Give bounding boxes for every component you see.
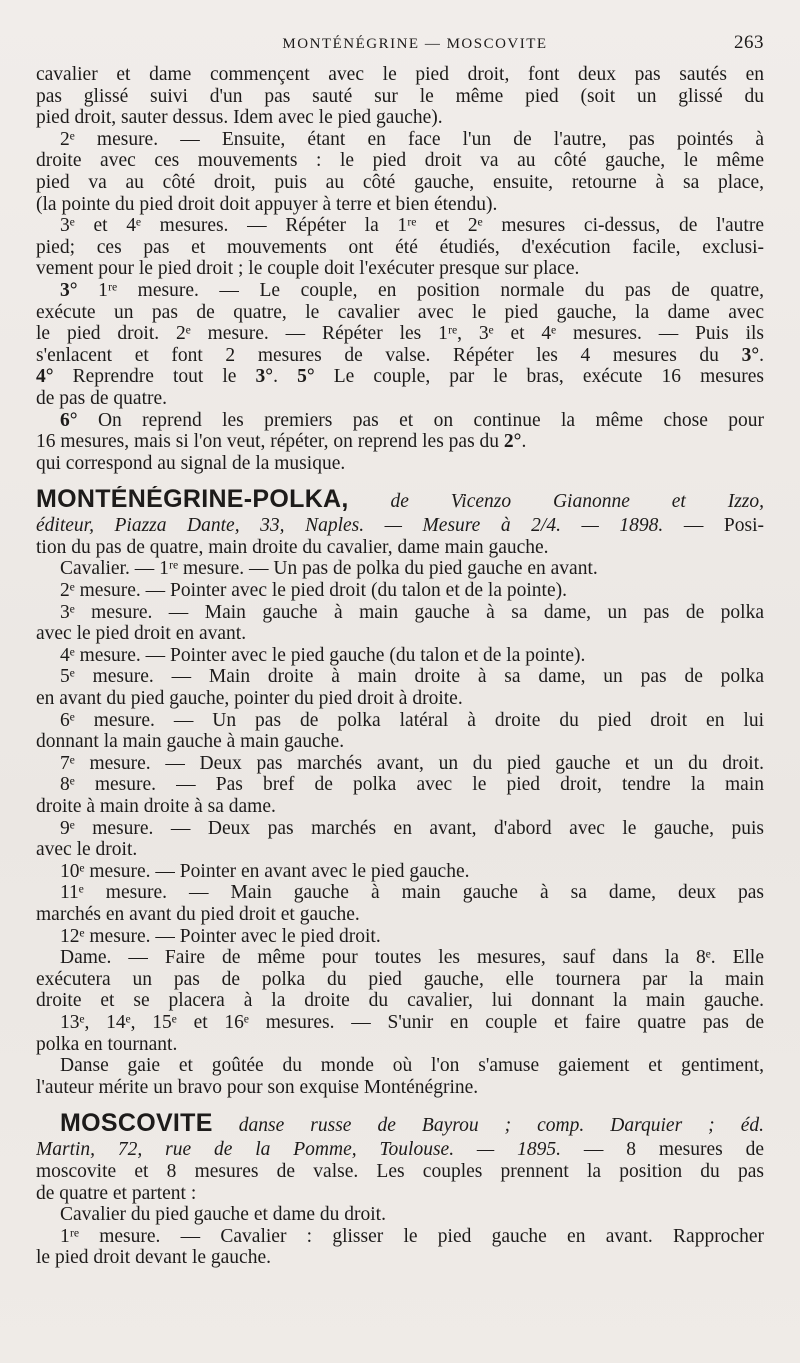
text-span: danse russe de Bayrou ; comp. Darquier ; éd. <box>212 1115 764 1137</box>
section-heading: MONTÉNÉGRINE-POLKA, <box>36 486 349 514</box>
text-span: s'enlacent et font 2 mesures de valse. Répéter les 4 mesures du <box>36 344 742 366</box>
page-header <box>36 32 764 62</box>
text-line: 13ᵉ, 14ᵉ, 15ᵉ et 16ᵉ mesures. — S'unir en couple et faire quatre pas de <box>60 1011 764 1033</box>
text-line: donnant la main gauche à main gauche. <box>36 731 345 753</box>
text-line: droite et se placera à la droite du cavalier, lui donnant la main gauche. <box>36 990 764 1012</box>
text-line <box>36 515 764 537</box>
text-line: vement pour le pied droit ; le couple doit l'exécuter presque sur place. <box>36 258 580 280</box>
text-span: 16 mesures, mais si l'on veut, répéter, on reprend les pas du <box>36 431 504 453</box>
step-number: 5° <box>297 366 315 388</box>
text-line: l'auteur mérite un bravo pour son exquise Monténégrine. <box>36 1076 479 1098</box>
text-line: le pied droit. 2ᵉ mesure. — Répéter les 1ʳᵉ, 3ᵉ et 4ᵉ mesures. — Puis ils <box>36 323 764 345</box>
text-line: 5ᵉ mesure. — Main droite à main droite à sa dame, un pas de polka <box>60 666 764 688</box>
text-line: le pied droit devant le gauche. <box>36 1247 271 1269</box>
text-line: Dame. — Faire de même pour toutes les mesures, sauf dans la 8ᵉ. Elle <box>60 947 764 969</box>
step-number: 3° <box>741 344 760 366</box>
text-line <box>36 431 764 453</box>
section-title-line <box>36 486 764 515</box>
step-number: 2° <box>503 431 522 453</box>
text-line: pied; ces pas et mouvements ont été étudiés, d'exécution facile, exclusi- <box>36 236 764 258</box>
text-line: droite à main droite à sa dame. <box>36 796 276 817</box>
text-span: — 8 mesures de <box>561 1139 764 1161</box>
text-span: Le couple, par le bras, exécute 16 mesures <box>314 366 764 388</box>
section-montenegrine-polka <box>36 486 764 1098</box>
text-line: Cavalier. — 1ʳᵉ mesure. — Un pas de polka du pied gauche en avant. <box>60 558 598 580</box>
text-span: Reprendre tout le <box>53 366 256 388</box>
text-line: avec le droit. <box>36 839 138 861</box>
text-line: qui correspond au signal de la musique. <box>36 452 346 474</box>
section-heading: MOSCOVITE <box>60 1110 213 1138</box>
text-line <box>36 1139 764 1161</box>
text-line: droite avec ces mouvements : le pied droit va au côté gauche, le même <box>36 150 764 172</box>
text-line: 1ʳᵉ mesure. — Cavalier : glisser le pied gauche en avant. Rapprocher <box>60 1225 764 1247</box>
text-line: 2ᵉ mesure. — Ensuite, étant en face l'un de l'autre, pas pointés à <box>60 128 764 150</box>
step-number: 6° <box>60 409 78 431</box>
text-line: moscovite et 8 mesures de valse. Les couples prennent la position du pas <box>36 1160 764 1182</box>
text-line: 9ᵉ mesure. — Deux pas marchés en avant, d'abord avec le gauche, puis <box>60 817 764 839</box>
text-line: de pas de quatre. <box>36 387 168 409</box>
text-span: . <box>521 431 527 453</box>
step-number: 3° <box>60 279 78 301</box>
text-line: 4ᵉ mesure. — Pointer avec le pied gauche (du talon et de la pointe). <box>60 644 586 666</box>
text-line: polka en tournant. <box>36 1033 178 1055</box>
text-span: On reprend les premiers pas et on continue la même chose pour <box>77 409 764 431</box>
text-span: 1ʳᵉ mesure. — Le couple, en position normale du pas de quatre, <box>77 279 764 301</box>
text-line: 6ᵉ mesure. — Un pas de polka latéral à droite du pied droit en lui <box>60 709 764 731</box>
text-line: tion du pas de quatre, main droite du cavalier, dame main gauche. <box>36 536 549 558</box>
text-line: de quatre et partent : <box>36 1182 197 1204</box>
section-continuation <box>36 64 764 474</box>
text-line: pied va au côté droit, puis au côté gauche, ensuite, retourne à sa place, <box>36 171 764 193</box>
text-line: (la pointe du pied droit doit appuyer à terre et bien étendu). <box>36 193 498 215</box>
text-line: en avant du pied gauche, pointer du pied droit à droite. <box>36 688 463 710</box>
text-line: avec le pied droit en avant. <box>36 623 247 645</box>
running-title: MONTÉNÉGRINE — MOSCOVITE <box>282 36 548 52</box>
text-line: marchés en avant du pied droit et gauche. <box>36 903 360 925</box>
page-number: 263 <box>734 32 764 53</box>
text-line: 3ᵉ mesure. — Main gauche à main gauche à sa dame, un pas de polka <box>60 601 764 623</box>
text-span: . <box>273 366 298 388</box>
text-line: exécutera un pas de polka du pied gauche, elle tournera par la main <box>36 968 764 990</box>
section-moscovite <box>36 1110 764 1269</box>
text-span: . <box>759 344 764 366</box>
step-number: 3° <box>255 366 274 388</box>
text-span: Martin, 72, rue de la Pomme, Toulouse. — 1895. <box>36 1139 561 1161</box>
text-line: 11ᵉ mesure. — Main gauche à main gauche à sa dame, deux pas <box>60 882 764 904</box>
text-line: pas glissé suivi d'un pas sauté sur le même pied (soit un glissé du <box>36 85 764 107</box>
text-span: — Posi- <box>663 515 764 537</box>
text-line: 2ᵉ mesure. — Pointer avec le pied droit (du talon et de la pointe). <box>60 580 567 602</box>
text-span: éditeur, Piazza Dante, 33, Naples. — Mesure à 2/4. — 1898. <box>36 515 664 537</box>
text-line: 3ᵉ et 4ᵉ mesures. — Répéter la 1ʳᵉ et 2ᵉ mesures ci-dessus, de l'autre <box>60 215 764 237</box>
text-line: cavalier et dame commençent avec le pied droit, font deux pas sautés en <box>36 64 764 85</box>
step-number: 4° <box>36 366 54 388</box>
text-line <box>36 345 764 367</box>
text-line <box>36 410 764 432</box>
text-line <box>36 366 764 388</box>
section-title-line <box>36 1110 764 1139</box>
text-line: Cavalier du pied gauche et dame du droit. <box>60 1204 386 1226</box>
text-line: 10ᵉ mesure. — Pointer en avant avec le pied gauche. <box>60 860 470 882</box>
text-line <box>36 280 764 302</box>
text-line: 7ᵉ mesure. — Deux pas marchés avant, un du pied gauche et un du droit. <box>60 752 764 774</box>
text-line: Danse gaie et goûtée du monde où l'on s'amuse gaiement et gentiment, <box>60 1055 764 1077</box>
text-line: pied droit, sauter dessus. Idem avec le pied gauche). <box>36 107 443 129</box>
text-line: exécute un pas de quatre, le cavalier avec le pied gauche, la dame avec <box>36 301 764 323</box>
text-line: 12ᵉ mesure. — Pointer avec le pied droit. <box>60 925 381 947</box>
text-line: 8ᵉ mesure. — Pas bref de polka avec le pied droit, tendre la main <box>60 774 764 796</box>
text-span: de Vicenzo Gianonne et Izzo, <box>348 491 764 513</box>
